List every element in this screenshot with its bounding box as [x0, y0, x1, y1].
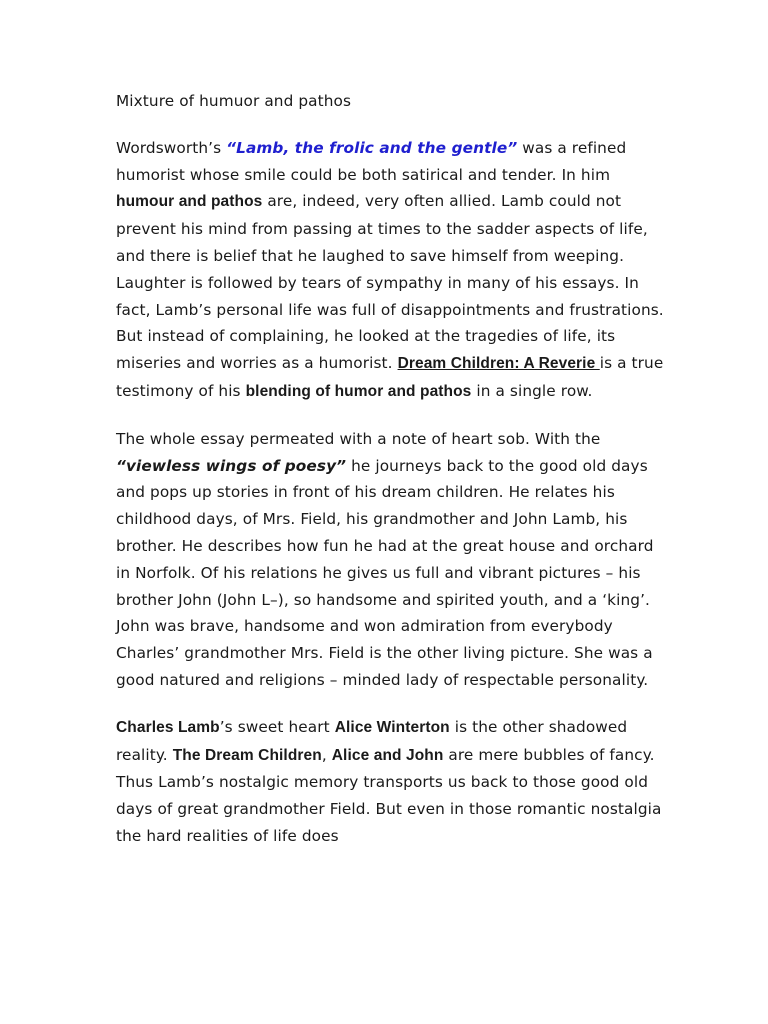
paragraph-humor-pathos — [116, 135, 664, 406]
emphasis-text: Charles Lamb — [116, 718, 220, 736]
emphasis-text: The Dream Children — [172, 746, 322, 764]
emphasis-text: humour and pathos — [116, 193, 263, 211]
text-run: Wordsworth’s — [116, 138, 227, 157]
text-run: The whole essay permeated with a note of heart sob. With the — [116, 429, 601, 448]
document-heading: Mixture of humuor and pathos — [116, 92, 352, 110]
emphasis-text: blending of humor and pathos — [245, 382, 472, 400]
text-run: ’s sweet heart — [219, 717, 335, 736]
text-run: , — [321, 745, 332, 764]
quotation-text: “viewless wings of poesy” — [116, 456, 347, 475]
emphasis-text: Alice and John — [331, 746, 444, 764]
essay-title-link-text: Dream Children: A Reverie — [397, 355, 600, 373]
text-run: he journeys back to the good old days and pops up stories in front of his dream children. He relates his childhood days, of Mrs. Field, his grandmother and John Lamb, his brother. He describes how fun he had at the great house and orchard in Norfolk. Of his relations he gives us full and vibrant pictures – his brother John (John L–), so handsome and spirited youth, and a ‘king’. John was brave, handsome and won admiration from everybody Charles’ grandmother Mrs. Field is the other living picture. She was a good natured and religions – minded lady of respectable personality. — [116, 456, 654, 689]
text-run: in a single row. — [471, 381, 593, 400]
text-run: is the other shadowed reality. — [116, 717, 628, 764]
document-page — [116, 88, 664, 870]
paragraph-alice-winterton — [116, 714, 664, 850]
emphasis-text: Alice Winterton — [334, 718, 450, 736]
text-run: was a refined humorist whose smile could be both satirical and tender. In him — [116, 138, 627, 184]
text-run: are, indeed, very often allied. Lamb could not prevent his mind from passing at times to the sadder aspects of life, and there is belief that he laughed to save himself from weeping. Laughter is followed by tears of sympathy in many of his essays. In fact, Lamb’s personal life was full of disappointments and frustrations. But instead of complaining, he looked at the tragedies of life, its miseries and worries as a humorist. — [116, 192, 664, 373]
text-run: is a true testimony of his — [116, 354, 664, 400]
paragraph-dream-journey — [116, 426, 664, 694]
text-run: are mere bubbles of fancy. Thus Lamb’s nostalgic memory transports us back to those good old days of great grandmother Field. But even in those romantic nostalgia the hard realities of life does — [116, 745, 662, 845]
quotation-text: “Lamb, the frolic and the gentle” — [226, 138, 518, 157]
